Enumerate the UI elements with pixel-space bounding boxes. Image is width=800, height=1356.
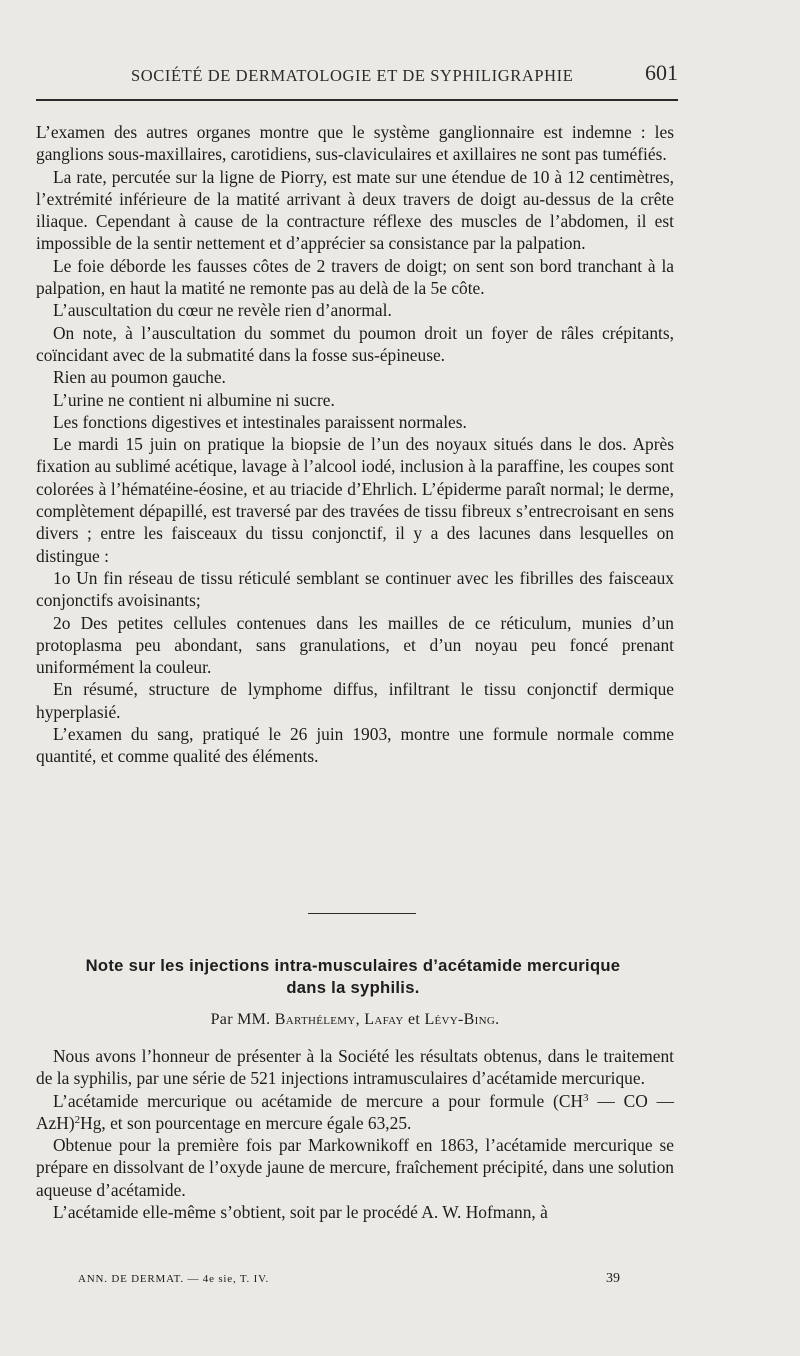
article-title-line: dans la syphilis. <box>286 978 420 997</box>
paragraph: La rate, percutée sur la ligne de Piorry, est mate sur une étendue de 10 à 12 centimètres, l’extrémité inférieure de la matité arrivant à deux travers de doigt au-dessus de la crête iliaque. Cependant à cause de la contracture réflexe des muscles de l’abdomen, il est impossible de la sentir nettement et d’apprécier sa consistance par la palpation. <box>36 166 674 254</box>
section-divider <box>308 913 416 914</box>
journal-reference: ANN. DE DERMAT. — 4e sie, T. IV. <box>78 1273 269 1285</box>
formula-text: L’acétamide mercurique ou acétamide de mercure a pour formule (CH <box>53 1090 583 1111</box>
author-name: Lévy-Bing <box>424 1011 496 1028</box>
paragraph: Le mardi 15 juin on pratique la biopsie de l’un des noyaux situés dans le dos. Après fixation au sublimé acétique, lavage à l’alcool iodé, inclusion à la paraffine, les coupes sont colorées à l’hématéine-éosine, et au triacide d’Ehrlich. L’épiderme paraît normal; le derme, complètement dépapillé, est traversé par des travées de tissu fibreux s’entrecroisant en sens divers ; entre les faisceaux du tissu conjonctif, il y a des lacunes dans lesquelles on distingue : <box>36 434 674 566</box>
paragraph: 2o Des petites cellules contenues dans les mailles de ce réticulum, munies d’un protoplasma peu abondant, sans granulations, et d’un noyau peu foncé prenant uniformément la couleur. <box>36 612 674 678</box>
signature-mark: 39 <box>606 1271 620 1286</box>
formula-text: — CO — AzH) <box>36 1090 674 1133</box>
paragraph: Nous avons l’honneur de présenter à la Société les résultats obtenus, dans le traitement de la syphilis, par une série de 521 injections intramusculaires d’acétamide mercurique. <box>36 1046 674 1089</box>
page-number: 601 <box>645 60 678 85</box>
paragraph-formula <box>36 1090 674 1135</box>
case-report-text <box>36 121 674 768</box>
article-title-line: Note sur les injections intra-musculaires d’acétamide mercurique <box>85 956 621 975</box>
paragraph: Le foie déborde les fausses côtes de 2 travers de doigt; on sent son bord tranchant à la palpation, en haut la matité ne remonte pas au delà de la 5e côte. <box>36 255 674 299</box>
paragraph: L’urine ne contient ni albumine ni sucre. <box>53 389 335 410</box>
formula-superscript: 2 <box>74 1113 81 1126</box>
formula-superscript: 3 <box>583 1091 589 1104</box>
paragraph: L’acétamide elle-même s’obtient, soit par le procédé A. W. Hofmann, à <box>53 1202 548 1223</box>
author-name: Lafay <box>364 1011 404 1028</box>
page-footer <box>78 1271 618 1291</box>
paragraph: 1o Un fin réseau de tissu réticulé semblant se continuer avec les fibrilles des faisceaux conjonctifs avoisinants; <box>36 567 674 611</box>
page-header <box>36 60 678 92</box>
authors-conjunction: et <box>407 1011 421 1028</box>
paragraph: Rien au poumon gauche. <box>53 367 226 388</box>
paragraph: L’examen des autres organes montre que le système ganglionnaire est indemne : les ganglions sous-maxillaires, carotidiens, sus-claviculaires et axillaires ne sont pas tuméfiés. <box>36 122 674 165</box>
paragraph: L’examen du sang, pratiqué le 26 juin 1903, montre une formule normale comme quantité, et comme qualité des éléments. <box>36 724 674 767</box>
running-head: SOCIÉTÉ DE DERMATOLOGIE ET DE SYPHILIGRAPHIE <box>131 66 574 85</box>
article-title <box>30 955 676 999</box>
article-authors: Par MM. Barthélemy, Lafay et Lévy-Bing. <box>210 1011 500 1028</box>
paragraph: L’auscultation du cœur ne revèle rien d’anormal. <box>53 300 392 321</box>
paragraph: En résumé, structure de lymphome diffus, infiltrant le tissu conjonctif dermique hyperplasié. <box>36 679 674 722</box>
formula-text: Hg, et son pourcentage en mercure égale 63,25. <box>80 1112 412 1133</box>
author-name: Barthélemy <box>274 1011 356 1028</box>
paragraph: On note, à l’auscultation du sommet du poumon droit un foyer de râles crépitants, coïncidant avec de la submatité dans la fosse sus-épineuse. <box>36 322 674 365</box>
article-body <box>36 1045 674 1223</box>
header-rule <box>36 99 678 101</box>
paragraph: Obtenue pour la première fois par Markownikoff en 1863, l’acétamide mercurique se prépare en dissolvant de l’oxyde jaune de mercure, fraîchement précipité, dans une solution aqueuse d’acétamide. <box>36 1135 674 1200</box>
paragraph: Les fonctions digestives et intestinales paraissent normales. <box>53 411 467 432</box>
authors-prefix: Par MM. <box>210 1011 271 1028</box>
